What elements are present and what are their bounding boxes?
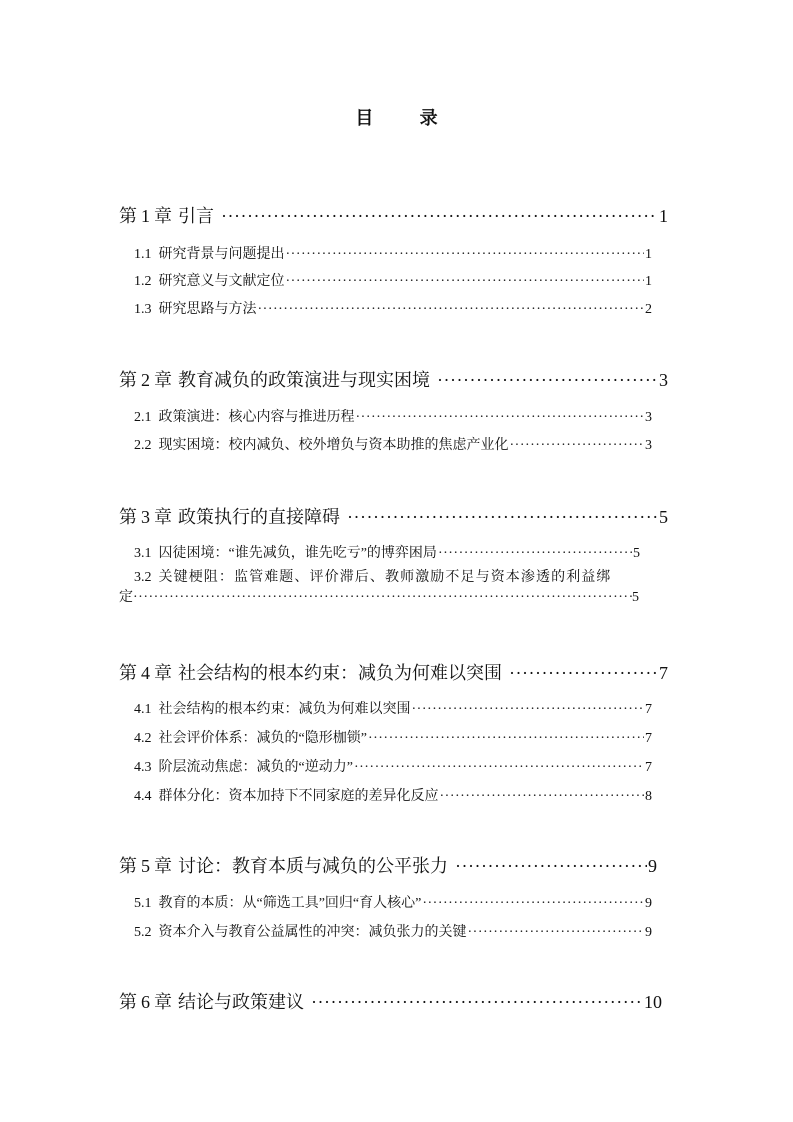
page-number: 5 <box>632 590 639 605</box>
toc-chapter-1[interactable] <box>119 202 668 226</box>
chapter-number: 3 <box>141 507 150 527</box>
section-number: 4.4 <box>134 789 152 804</box>
chapter-title: 结论与政策建议 <box>178 992 304 1012</box>
chapter-suffix: 章 <box>154 663 172 683</box>
leader-dots <box>258 302 645 318</box>
section-title: 研究意义与文献定位 <box>158 274 285 289</box>
page-number: 7 <box>645 702 652 717</box>
chapter-prefix: 第 <box>119 370 137 390</box>
section-number: 3.1 <box>134 546 152 561</box>
chapter-title: 讨论：教育本质与减负的公平张力 <box>178 856 448 876</box>
chapter-number: 1 <box>141 206 150 226</box>
toc-section-3-1[interactable] <box>134 542 640 562</box>
chapter-suffix: 章 <box>154 856 172 876</box>
chapter-suffix: 章 <box>154 206 172 226</box>
section-title: 研究背景与问题提出 <box>158 247 285 262</box>
toc-section-4-2[interactable] <box>134 727 652 747</box>
chapter-title: 引言 <box>178 206 214 226</box>
page-number: 3 <box>645 438 652 453</box>
leader-dots <box>133 588 632 608</box>
leader-dots <box>368 731 644 747</box>
toc-chapter-2[interactable] <box>119 366 668 390</box>
section-title: 政策演进：核心内容与推进历程 <box>158 410 355 425</box>
leader-dots <box>311 992 643 1013</box>
chapter-suffix: 章 <box>154 507 172 527</box>
page-number: 1 <box>659 206 668 226</box>
toc-section-1-3[interactable] <box>134 298 652 318</box>
chapter-suffix: 章 <box>154 370 172 390</box>
chapter-title: 社会结构的根本约束：减负为何难以突围 <box>178 663 502 683</box>
section-title: 社会评价体系：减负的“隐形枷锁” <box>158 731 367 746</box>
page-number: 7 <box>645 731 652 746</box>
chapter-prefix: 第 <box>119 856 137 876</box>
chapter-number: 5 <box>141 856 150 876</box>
page-number: 1 <box>645 274 652 289</box>
leader-dots <box>221 206 658 227</box>
section-number: 1.2 <box>134 274 152 289</box>
leader-dots <box>286 247 645 263</box>
section-title: 教育的本质：从“筛选工具”回归“育人核心” <box>158 896 422 911</box>
section-number: 2.1 <box>134 410 152 425</box>
toc-section-1-2[interactable] <box>134 270 652 290</box>
section-number: 4.1 <box>134 702 152 717</box>
section-number: 2.2 <box>134 438 152 453</box>
section-title: 关键梗阻：监管难题、评价滞后、教师激励不足与资本渗透的利益绑 <box>158 570 612 585</box>
toc-section-2-2[interactable] <box>134 434 652 454</box>
chapter-number: 6 <box>141 992 150 1012</box>
toc-section-2-1[interactable] <box>134 406 652 426</box>
section-number: 5.1 <box>134 896 152 911</box>
toc-section-3-2[interactable] <box>119 568 639 608</box>
leader-dots <box>437 370 658 391</box>
section-number: 4.2 <box>134 731 152 746</box>
leader-dots <box>440 789 645 805</box>
section-number: 1.3 <box>134 302 152 317</box>
chapter-prefix: 第 <box>119 206 137 226</box>
page-number: 1 <box>645 247 652 262</box>
section-title: 资本介入与教育公益属性的冲突：减负张力的关键 <box>158 925 467 940</box>
section-title: 研究思路与方法 <box>158 302 257 317</box>
toc-chapter-4[interactable] <box>119 659 668 683</box>
leader-dots <box>412 702 645 718</box>
page-number: 2 <box>645 302 652 317</box>
chapter-prefix: 第 <box>119 663 137 683</box>
toc-section-4-3[interactable] <box>134 756 652 776</box>
chapter-number: 4 <box>141 663 150 683</box>
page-number: 8 <box>645 789 652 804</box>
section-title: 囚徒困境：“谁先减负，谁先吃亏”的博弈困局 <box>158 546 437 561</box>
section-title: 阶层流动焦虑：减负的“逆动力” <box>158 760 353 775</box>
page-number: 10 <box>644 992 662 1012</box>
section-number: 1.1 <box>134 247 152 262</box>
leader-dots <box>354 760 644 776</box>
toc-section-1-1[interactable] <box>134 243 652 263</box>
chapter-suffix: 章 <box>154 992 172 1012</box>
toc-chapter-6[interactable] <box>119 988 662 1012</box>
chapter-prefix: 第 <box>119 992 137 1012</box>
leader-dots <box>509 663 658 684</box>
leader-dots <box>347 507 658 528</box>
chapter-number: 2 <box>141 370 150 390</box>
section-number: 4.3 <box>134 760 152 775</box>
page-title: 目 录 <box>355 108 458 129</box>
page-number: 3 <box>659 370 668 390</box>
section-number: 3.2 <box>134 570 152 585</box>
toc-section-4-4[interactable] <box>134 785 652 805</box>
page-number: 3 <box>645 410 652 425</box>
leader-dots <box>286 274 645 290</box>
leader-dots <box>438 546 632 562</box>
page-number: 9 <box>645 896 652 911</box>
page-number: 9 <box>645 925 652 940</box>
chapter-title: 教育减负的政策演进与现实困境 <box>178 370 430 390</box>
toc-chapter-5[interactable] <box>119 852 657 876</box>
leader-dots <box>422 896 644 912</box>
section-title-continued: 定 <box>119 590 133 605</box>
page-number: 7 <box>659 663 668 683</box>
leader-dots <box>510 438 645 454</box>
section-title: 社会结构的根本约束：减负为何难以突围 <box>158 702 411 717</box>
chapter-title: 政策执行的直接障碍 <box>178 507 340 527</box>
toc-section-5-1[interactable] <box>134 892 652 912</box>
section-number: 5.2 <box>134 925 152 940</box>
page-number: 9 <box>648 856 657 876</box>
toc-section-4-1[interactable] <box>134 698 652 718</box>
leader-dots <box>468 925 645 941</box>
page-number: 5 <box>633 546 640 561</box>
page-number: 5 <box>659 507 668 527</box>
page-number: 7 <box>645 760 652 775</box>
leader-dots <box>356 410 645 426</box>
section-title: 群体分化：资本加持下不同家庭的差异化反应 <box>158 789 439 804</box>
toc-chapter-3[interactable] <box>119 503 668 527</box>
section-title: 现实困境：校内减负、校外增负与资本助推的焦虑产业化 <box>158 438 509 453</box>
chapter-prefix: 第 <box>119 507 137 527</box>
leader-dots <box>455 856 647 877</box>
toc-section-5-2[interactable] <box>134 921 652 941</box>
